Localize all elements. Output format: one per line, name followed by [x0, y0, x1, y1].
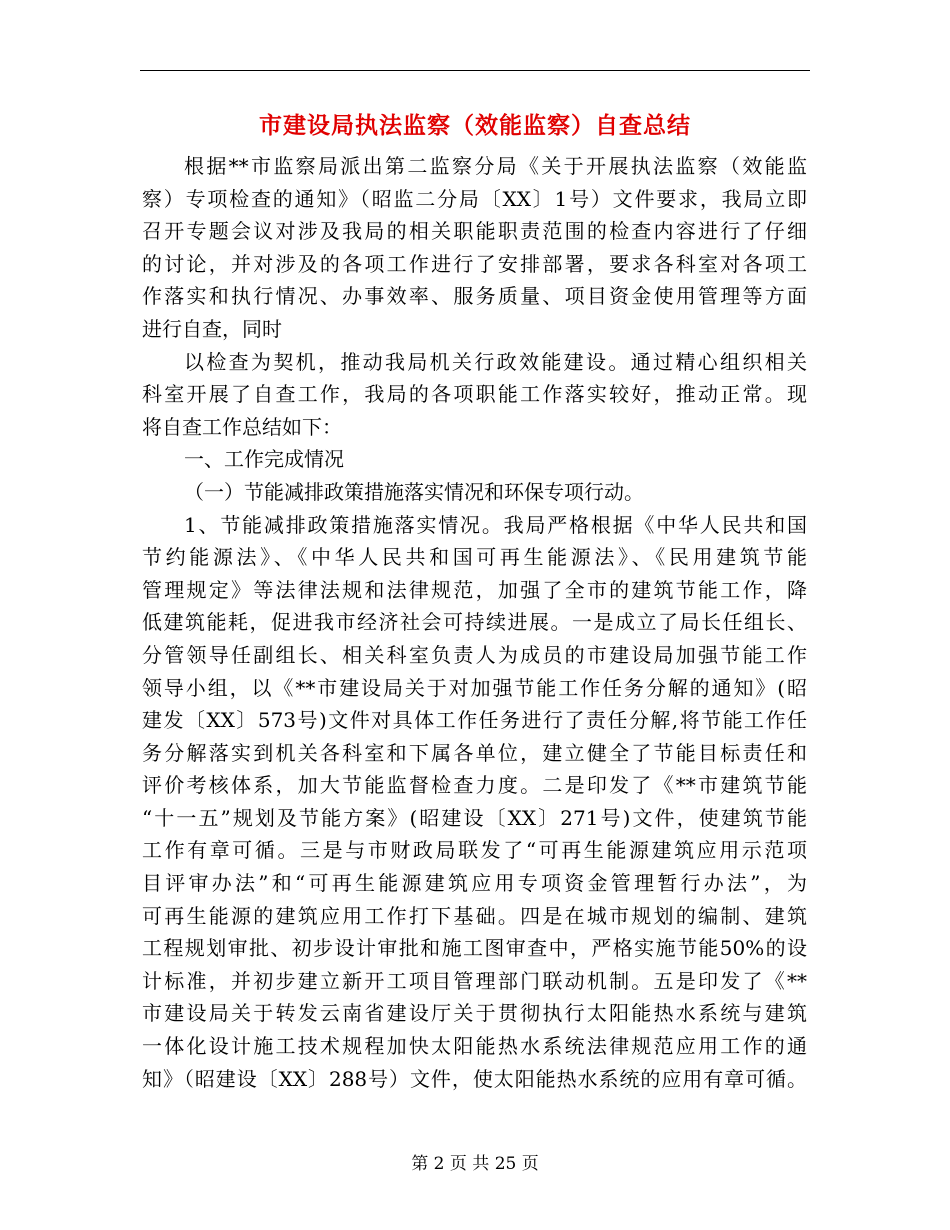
body-line: 建发〔XX〕573号)文件对具体工作任务进行了责任分解,将节能工作任 [142, 708, 807, 733]
body-line: 领导小组，以《**市建设局关于对加强节能工作任务分解的通知》(昭 [142, 675, 807, 700]
body-line: 管理规定》等法律法规和法律规范，加强了全市的建筑节能工作，降 [142, 577, 807, 602]
document-body [142, 150, 822, 1095]
body-line: 科室开展了自查工作，我局的各项职能工作落实较好，推动正常。现 [142, 382, 807, 407]
body-line: 根据**市监察局派出第二监察分局《关于开展执法监察（效能监 [184, 154, 807, 178]
body-line: 作落实和执行情况、办事效率、服务质量、项目资金使用管理等方面 [142, 284, 807, 309]
body-line: 务分解落实到机关各科室和下属各单位，建立健全了节能目标责任和 [142, 740, 807, 765]
body-line: “十一五”规划及节能方案》(昭建设〔XX〕271号)文件，使建筑节能 [142, 805, 807, 830]
body-line: （一）节能减排政策措施落实情况和环保专项行动。 [184, 479, 644, 504]
body-line: 低建筑能耗，促进我市经济社会可持续进展。一是成立了局长任组长、 [142, 610, 807, 635]
body-line: 进行自查，同时 [142, 316, 282, 341]
body-line: 将自查工作总结如下： [142, 414, 342, 439]
body-line: 评价考核体系，加大节能监督检查力度。二是印发了《**市建筑节能 [142, 773, 807, 798]
body-line: 可再生能源的建筑应用工作打下基础。四是在城市规划的编制、建筑 [142, 903, 807, 928]
body-line: 1、节能减排政策措施落实情况。我局严格根据《中华人民共和国 [184, 512, 807, 537]
body-line: 计标准，并初步建立新开工项目管理部门联动机制。五是印发了《** [142, 968, 807, 993]
body-line: 市建设局关于转发云南省建设厅关于贯彻执行太阳能热水系统与建筑 [142, 1001, 807, 1026]
body-line: 的讨论，并对涉及的各项工作进行了安排部署，要求各科室对各项工 [142, 251, 807, 276]
page-number: 第 2 页 共 25 页 [411, 1154, 539, 1174]
body-line: 节约能源法》、《中华人民共和国可再生能源法》、《民用建筑节能 [142, 545, 807, 570]
body-line: 召开专题会议对涉及我局的相关职能职责范围的检查内容进行了仔细 [142, 219, 807, 244]
body-line: 知》（昭建设〔XX〕288号）文件，使太阳能热水系统的应用有章可循。 [142, 1066, 807, 1091]
body-line: 一体化设计施工技术规程加快太阳能热水系统法律规范应用工作的通 [142, 1034, 807, 1059]
header-rule [140, 70, 810, 71]
body-line: 察）专项检查的通知》（昭监二分局〔XX〕1号）文件要求，我局立即 [142, 186, 807, 211]
body-line: 目评审办法”和“可再生能源建筑应用专项资金管理暂行办法”，为 [142, 871, 807, 896]
body-line: 工作有章可循。三是与市财政局联发了“可再生能源建筑应用示范项 [142, 838, 807, 863]
body-line: 以检查为契机，推动我局机关行政效能建设。通过精心组织相关 [184, 349, 807, 374]
body-line: 分管领导任副组长、相关科室负责人为成员的市建设局加强节能工作 [142, 642, 807, 667]
body-line: 一、工作完成情况 [184, 447, 344, 472]
document-title: 市建设局执法监察（效能监察）自查总结 [259, 112, 691, 139]
body-line: 工程规划审批、初步设计审批和施工图审查中，严格实施节能50%的设 [142, 936, 807, 961]
